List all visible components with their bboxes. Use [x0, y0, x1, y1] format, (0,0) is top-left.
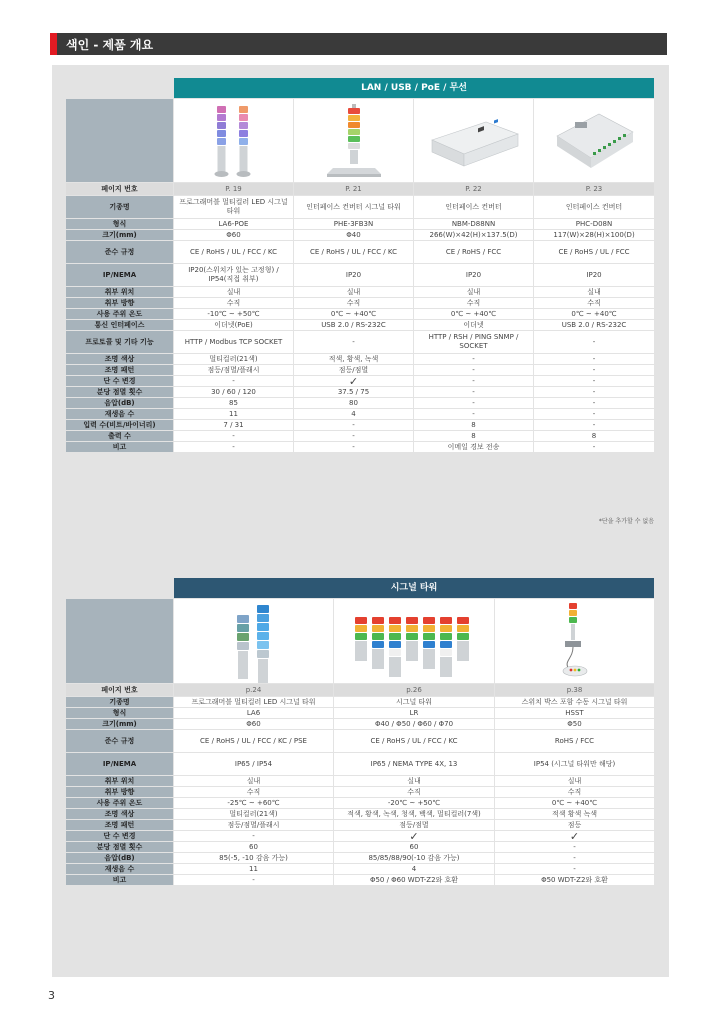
- spec-label: 재생음 수: [66, 409, 174, 420]
- spec-value: PHC-D08N: [534, 219, 655, 230]
- spec-value: USB 2.0 / RS-232C: [534, 320, 655, 331]
- spec-value: 실내: [334, 776, 495, 787]
- spec-value: 37.5 / 75: [294, 387, 414, 398]
- spec-value: CE / RoHS / FCC: [414, 241, 534, 264]
- spec-value: IP65 / IP54: [174, 753, 334, 776]
- spec-label: 사용 주위 온도: [66, 798, 174, 809]
- spec-label: 단 수 변경: [66, 376, 174, 387]
- spec-value: 프로그래머블 멀티컬러 LED 시그널 타워: [174, 196, 294, 219]
- spec-value: CE / RoHS / UL / FCC / KC: [294, 241, 414, 264]
- spec-value: -: [534, 442, 655, 453]
- spec-value: -: [294, 442, 414, 453]
- section-title: 색인 - 제품 개요: [66, 38, 154, 52]
- table-title: LAN / USB / PoE / 무선: [174, 78, 655, 99]
- spec-value: ✓: [294, 376, 414, 387]
- title-spacer: [66, 578, 174, 599]
- spec-label: 형식: [66, 708, 174, 719]
- page-ref: p.24: [174, 684, 334, 697]
- interface-converter-box-image: [416, 102, 531, 180]
- spec-value: 수직: [334, 787, 495, 798]
- spec-value: -: [534, 376, 655, 387]
- spec-value: 인터페이스 컨버터: [534, 196, 655, 219]
- spec-label: 취부 방향: [66, 298, 174, 309]
- spec-row: [66, 875, 655, 886]
- signal-tower-table: [65, 577, 655, 886]
- spec-value: IP20: [294, 264, 414, 287]
- spec-value: HTTP / RSH / PING SNMP / SOCKET: [414, 331, 534, 354]
- spec-value: USB 2.0 / RS-232C: [294, 320, 414, 331]
- spec-value: 0℃ ~ +40℃: [414, 309, 534, 320]
- spec-value: 인터페이스 컨버터 시그널 타워: [294, 196, 414, 219]
- spec-value: 11: [174, 409, 294, 420]
- spec-label: IP/NEMA: [66, 753, 174, 776]
- spec-value: 점등/점멸/플래시: [174, 820, 334, 831]
- page-number: 3: [48, 989, 55, 1002]
- spec-value: -: [294, 431, 414, 442]
- spec-row: [66, 842, 655, 853]
- spec-value: 실내: [534, 287, 655, 298]
- spec-label: 비고: [66, 442, 174, 453]
- spec-value: IP54 (시그널 타워만 해당): [495, 753, 655, 776]
- spec-row: [66, 354, 655, 365]
- spec-value: 117(W)×28(H)×100(D): [534, 230, 655, 241]
- spec-value: -10℃ ~ +50℃: [174, 309, 294, 320]
- spec-row: [66, 719, 655, 730]
- spec-value: -: [414, 376, 534, 387]
- spec-label: 조명 패턴: [66, 365, 174, 376]
- spec-row: [66, 776, 655, 787]
- spec-label: IP/NEMA: [66, 264, 174, 287]
- spec-row: [66, 697, 655, 708]
- spec-value: LA6-POE: [174, 219, 294, 230]
- image-label-cell: [66, 599, 174, 684]
- spec-label: 조명 패턴: [66, 820, 174, 831]
- spec-value: CE / RoHS / UL / FCC: [534, 241, 655, 264]
- spec-value: 0℃ ~ +40℃: [294, 309, 414, 320]
- spec-value: -: [534, 420, 655, 431]
- spec-label: 조명 색상: [66, 354, 174, 365]
- spec-label: 크기(mm): [66, 719, 174, 730]
- spec-value: 멀티컬러(21색): [174, 809, 334, 820]
- la6-signal-tower-image: [176, 599, 331, 683]
- spec-value: 4: [294, 409, 414, 420]
- spec-value: HTTP / Modbus TCP SOCKET: [174, 331, 294, 354]
- spec-value: Φ50 WDT-Z2와 호환: [495, 875, 655, 886]
- spec-value: 적색 황색 녹색: [495, 809, 655, 820]
- spec-value: -: [174, 442, 294, 453]
- spec-value: 실내: [174, 776, 334, 787]
- spec-value: 60: [334, 842, 495, 853]
- product-image-cell: [334, 599, 495, 684]
- spec-row: [66, 376, 655, 387]
- spec-value: Φ50: [495, 719, 655, 730]
- table-title: 시그널 타워: [174, 578, 655, 599]
- spec-row: [66, 787, 655, 798]
- page-label: 페이지 번호: [66, 684, 174, 697]
- spec-row: [66, 241, 655, 264]
- spec-value: 수직: [174, 787, 334, 798]
- spec-value: Φ60: [174, 230, 294, 241]
- spec-row: [66, 864, 655, 875]
- spec-value: 60: [174, 842, 334, 853]
- spec-value: ✓: [334, 831, 495, 842]
- spec-value: -20℃ ~ +50℃: [334, 798, 495, 809]
- spec-row: [66, 298, 655, 309]
- spec-label: 조명 색상: [66, 809, 174, 820]
- spec-label: 출력 수: [66, 431, 174, 442]
- spec-row: [66, 331, 655, 354]
- lr-signal-tower-lineup-image: [336, 599, 492, 683]
- spec-label: 분당 점멸 횟수: [66, 387, 174, 398]
- spec-value: -25℃ ~ +60℃: [174, 798, 334, 809]
- section-header: [50, 33, 667, 55]
- spec-value: 프로그래머블 멀티컬러 LED 시그널 타워: [174, 697, 334, 708]
- spec-label: 분당 점멸 횟수: [66, 842, 174, 853]
- spec-row: [66, 196, 655, 219]
- spec-value: 수직: [294, 298, 414, 309]
- spec-value: 8: [414, 420, 534, 431]
- spec-value: 실내: [495, 776, 655, 787]
- spec-value: Φ50 / Φ60 WDT-Z2와 호환: [334, 875, 495, 886]
- spec-row: [66, 708, 655, 719]
- spec-value: 실내: [414, 287, 534, 298]
- spec-value: 수직: [495, 787, 655, 798]
- spec-value: -: [534, 387, 655, 398]
- spec-row: [66, 420, 655, 431]
- spec-label: 준수 규정: [66, 241, 174, 264]
- spec-label: 재생음 수: [66, 864, 174, 875]
- spec-row: [66, 264, 655, 287]
- spec-value: 7 / 31: [174, 420, 294, 431]
- spec-value: -: [534, 331, 655, 354]
- spec-value: ✓: [495, 831, 655, 842]
- spec-value: IP20: [414, 264, 534, 287]
- spec-label: 크기(mm): [66, 230, 174, 241]
- title-spacer: [66, 78, 174, 99]
- spec-value: LR: [334, 708, 495, 719]
- spec-row: [66, 853, 655, 864]
- spec-label: 취부 위치: [66, 776, 174, 787]
- spec-value: -: [495, 853, 655, 864]
- spec-value: -: [294, 420, 414, 431]
- page-ref: P. 19: [174, 183, 294, 196]
- spec-value: 이메일 경보 전송: [414, 442, 534, 453]
- spec-row: [66, 320, 655, 331]
- spec-value: 실내: [174, 287, 294, 298]
- image-label-cell: [66, 99, 174, 183]
- stacked-signal-tower-image: [296, 102, 411, 180]
- spec-value: 85(-5, -10 감음 가능): [174, 853, 334, 864]
- spec-value: 85: [174, 398, 294, 409]
- spec-row: [66, 730, 655, 753]
- table1-footnote: *단을 추가할 수 없음: [598, 518, 654, 525]
- spec-value: -: [174, 875, 334, 886]
- page-ref: p.26: [334, 684, 495, 697]
- spec-row: [66, 230, 655, 241]
- spec-value: RoHS / FCC: [495, 730, 655, 753]
- spec-value: PHE-3FB3N: [294, 219, 414, 230]
- spec-row: [66, 409, 655, 420]
- spec-value: -: [174, 376, 294, 387]
- spec-label: 음압(dB): [66, 398, 174, 409]
- spec-label: 사용 주위 온도: [66, 309, 174, 320]
- spec-value: -: [414, 387, 534, 398]
- spec-label: 입력 수(비트/바이너리): [66, 420, 174, 431]
- spec-value: -: [294, 331, 414, 354]
- spec-label: 기종명: [66, 196, 174, 219]
- content-panel: [52, 65, 669, 977]
- spec-row: [66, 309, 655, 320]
- spec-value: IP65 / NEMA TYPE 4X, 13: [334, 753, 495, 776]
- spec-value: 적색, 황색, 녹색: [294, 354, 414, 365]
- page-label: 페이지 번호: [66, 183, 174, 196]
- spec-row: [66, 219, 655, 230]
- spec-value: 멀티컬러(21색): [174, 354, 294, 365]
- spec-value: 266(W)×42(H)×137.5(D): [414, 230, 534, 241]
- spec-value: 점등/점멸: [294, 365, 414, 376]
- spec-value: 시그널 타워: [334, 697, 495, 708]
- spec-value: -: [414, 365, 534, 376]
- spec-value: 0℃ ~ +40℃: [495, 798, 655, 809]
- spec-value: 점등: [495, 820, 655, 831]
- spec-value: -: [414, 398, 534, 409]
- page-ref: p.38: [495, 684, 655, 697]
- spec-value: -: [534, 398, 655, 409]
- product-image-cell: [294, 99, 414, 183]
- spec-row: [66, 398, 655, 409]
- spec-value: 85/85/88/90(-10 감음 가능): [334, 853, 495, 864]
- spec-value: 적색, 황색, 녹색, 청색, 백색, 멀티컬러(7색): [334, 809, 495, 820]
- spec-value: -: [534, 409, 655, 420]
- header-accent-bar: [50, 33, 57, 55]
- spec-value: 스위치 박스 포함 수동 시그널 타워: [495, 697, 655, 708]
- spec-value: Φ40: [294, 230, 414, 241]
- spec-row: [66, 287, 655, 298]
- spec-value: 4: [334, 864, 495, 875]
- spec-value: 점등/점멸/플래시: [174, 365, 294, 376]
- interface-converter-terminal-image: [536, 102, 652, 180]
- spec-label: 취부 위치: [66, 287, 174, 298]
- spec-value: 80: [294, 398, 414, 409]
- spec-value: IP20(스위치가 있는 고정형) / IP54(직접 취부): [174, 264, 294, 287]
- product-image-cell: [174, 599, 334, 684]
- spec-value: -: [495, 842, 655, 853]
- product-image-cell: [495, 599, 655, 684]
- spec-value: 8: [534, 431, 655, 442]
- page-ref: P. 22: [414, 183, 534, 196]
- spec-value: 실내: [294, 287, 414, 298]
- spec-row: [66, 753, 655, 776]
- spec-row: [66, 820, 655, 831]
- spec-value: -: [414, 354, 534, 365]
- spec-row: [66, 431, 655, 442]
- spec-value: 0℃ ~ +40℃: [534, 309, 655, 320]
- spec-value: 이더넷: [414, 320, 534, 331]
- spec-value: Φ40 / Φ50 / Φ60 / Φ70: [334, 719, 495, 730]
- product-image-cell: [174, 99, 294, 183]
- spec-value: HSST: [495, 708, 655, 719]
- spec-label: 기종명: [66, 697, 174, 708]
- spec-value: -: [174, 431, 294, 442]
- spec-label: 통신 인터페이스: [66, 320, 174, 331]
- spec-label: 취부 방향: [66, 787, 174, 798]
- spec-value: 수직: [534, 298, 655, 309]
- lan-usb-poe-table: [65, 77, 655, 453]
- spec-value: CE / RoHS / UL / FCC / KC: [174, 241, 294, 264]
- product-image-cell: [534, 99, 655, 183]
- spec-value: Φ60: [174, 719, 334, 730]
- spec-row: [66, 365, 655, 376]
- hsst-switch-box-tower-image: [497, 599, 652, 683]
- spec-value: IP20: [534, 264, 655, 287]
- spec-value: 8: [414, 431, 534, 442]
- spec-value: -: [174, 831, 334, 842]
- spec-value: 인터페이스 컨버터: [414, 196, 534, 219]
- spec-value: 점등/점멸: [334, 820, 495, 831]
- spec-label: 비고: [66, 875, 174, 886]
- spec-row: [66, 442, 655, 453]
- spec-label: 형식: [66, 219, 174, 230]
- spec-row: [66, 798, 655, 809]
- page-ref: P. 23: [534, 183, 655, 196]
- product-image-cell: [414, 99, 534, 183]
- spec-label: 프로토콜 및 기타 기능: [66, 331, 174, 354]
- spec-value: 30 / 60 / 120: [174, 387, 294, 398]
- spec-value: -: [495, 864, 655, 875]
- spec-label: 단 수 변경: [66, 831, 174, 842]
- spec-value: 수직: [414, 298, 534, 309]
- page-ref: P. 21: [294, 183, 414, 196]
- spec-value: LA6: [174, 708, 334, 719]
- dual-multicolor-led-tower-image: [176, 102, 291, 180]
- spec-row: [66, 387, 655, 398]
- spec-row: [66, 809, 655, 820]
- spec-value: -: [414, 409, 534, 420]
- spec-value: 11: [174, 864, 334, 875]
- spec-value: NBM-D88NN: [414, 219, 534, 230]
- spec-label: 음압(dB): [66, 853, 174, 864]
- spec-row: [66, 831, 655, 842]
- spec-value: -: [534, 354, 655, 365]
- spec-value: 수직: [174, 298, 294, 309]
- spec-value: 이더넷(PoE): [174, 320, 294, 331]
- spec-value: CE / RoHS / UL / FCC / KC: [334, 730, 495, 753]
- spec-value: -: [534, 365, 655, 376]
- spec-value: CE / RoHS / UL / FCC / KC / PSE: [174, 730, 334, 753]
- spec-label: 준수 규정: [66, 730, 174, 753]
